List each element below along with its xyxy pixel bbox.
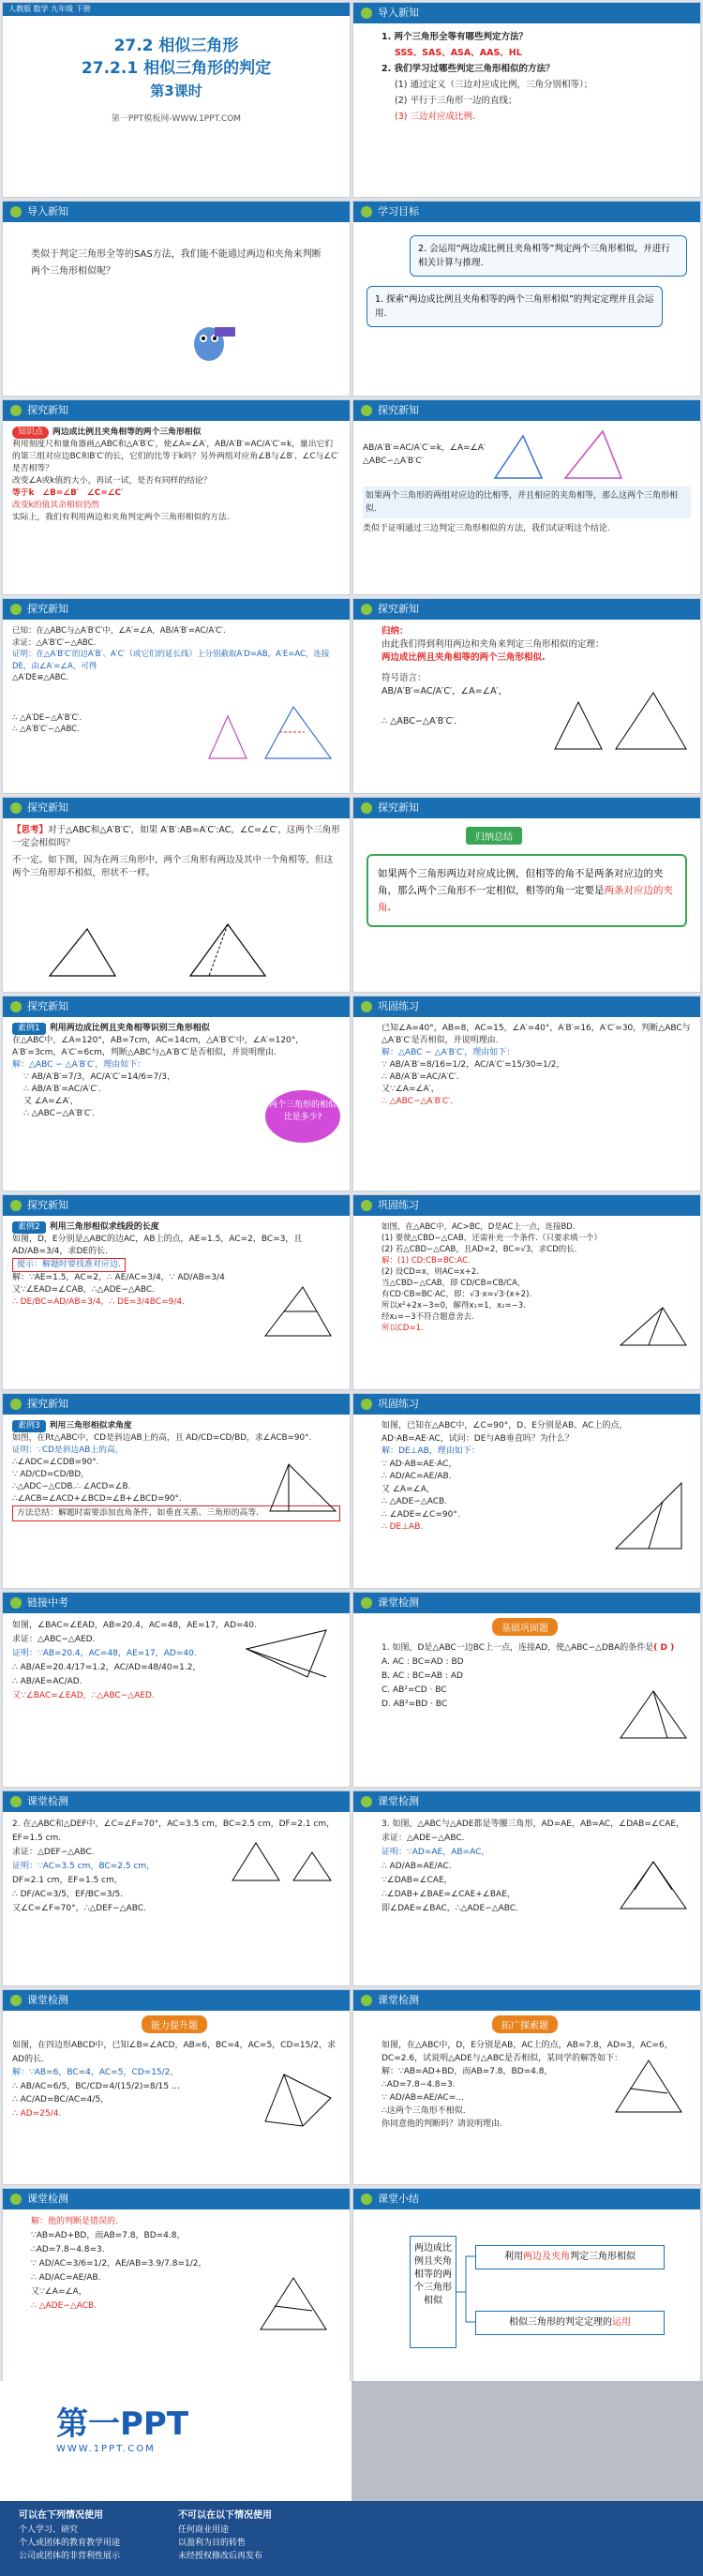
slide-example-2 — [2, 1194, 351, 1390]
check-2-figure — [228, 1838, 340, 1885]
header-bar: 学习目标 — [353, 202, 700, 222]
example-2-figure — [256, 1280, 340, 1345]
bullet-icon — [361, 405, 372, 416]
check4-q: 如图，在四边形ABCD中，已知∠B=∠ACD，AB=6，BC=4，AC=5，CD=15/2，求AD的长. — [12, 2041, 337, 2064]
example-tag: 素例3 — [12, 1420, 46, 1432]
practice-answer: 解：△ABC ∽ △A′B′C′，理由如下： — [381, 1048, 516, 1057]
question-2: 2. 我们学习过哪些判定三角形相似的方法？ — [381, 64, 555, 74]
check-1-figure — [616, 1686, 691, 1743]
check6-s4: ∴ AD/AC=AE/AB. — [31, 2273, 101, 2283]
counterexample-figure — [40, 920, 322, 985]
allowed-list — [19, 2524, 120, 2563]
header-bar: 课堂小结 — [353, 2189, 700, 2209]
bullet-icon — [361, 1597, 372, 1609]
check6-s1: ∵AB=AD+BD，而AB=7.8，BD=4.8， — [31, 2231, 186, 2240]
example-p2: ∴∠ADC=∠CDB=90°. — [12, 1458, 99, 1467]
practice-s2: ∴ AB/A′B′=AC/A′C′. — [381, 1072, 459, 1082]
cover-line3: 第3课时 — [150, 82, 202, 99]
check6-s2: ∴AD=7.8−4.8=3. — [31, 2245, 105, 2254]
header-bar: 巩固练习 — [353, 996, 700, 1017]
header-bar: 课堂检测 — [353, 1593, 700, 1613]
slide-practice-3 — [352, 1393, 701, 1589]
slide-example-1 — [2, 996, 351, 1191]
conclusion-formula: △ABC∽△A′B′C′ — [363, 457, 424, 466]
level-badge: 拓广探索题 — [492, 2015, 558, 2033]
similar-triangles-figure — [486, 427, 626, 483]
check3-q: 3. 如图，△ABC与△ADE都是等腰三角形，AD=AE，AB=AC，∠DAB=∠CAE，求证：△ADE∽△ABC. — [381, 1820, 685, 1843]
check4-s4: ∴ AD=25/4. — [12, 2108, 62, 2119]
summary-triangles-figure — [550, 683, 691, 758]
bullet-icon — [10, 1399, 22, 1410]
header-bar: 探究新知 — [353, 400, 700, 421]
bullet-icon — [361, 1995, 372, 2006]
slide-induction — [352, 797, 701, 993]
header-bar: 探究新知 — [353, 599, 700, 620]
bullet-icon — [10, 1597, 22, 1609]
slide-check-4 — [2, 1989, 351, 2185]
forbidden-list — [178, 2524, 262, 2563]
slide-explore-3 — [2, 598, 351, 794]
proof-1: 证明：在△A′B′C′的边A′B′、A′C′（或它们的延长线）上分别截取A′D=AB，A′E=AC，连接DE，由∠A′=∠A，可得 — [12, 650, 330, 671]
check5-s1: 解：∵AB=AD+BD，而AB=7.8，BD=4.8， — [381, 2067, 553, 2076]
p3-a7: ∴ DE⊥AB. — [381, 1522, 424, 1532]
example-question: 如图，在Rt△ABC中，CD是斜边AB上的高，且 AD/CD=CD/BD，求∠ACB=90°. — [12, 1433, 312, 1443]
answer-2-2: (2) 平行于三角形一边的直线； — [395, 96, 517, 106]
p2-a6: 经x₂=−3不符合题意舍去. — [381, 1312, 474, 1322]
check3-p3: ∵∠DAB=∠CAE， — [381, 1876, 453, 1885]
example-s1: 解：∵AE=1.5，AC=2，∴ AE/AC=3/4，∵ AD/AB=3/4 — [12, 1273, 225, 1282]
check6-s3: ∵ AD/AC=3/6=1/2，AE/AB=3.9/7.8=1/2， — [31, 2259, 207, 2269]
header-bar: 探究新知 — [3, 599, 350, 620]
header-bar: 课堂检测 — [3, 1990, 350, 2011]
header-bar: 探究新知 — [3, 1394, 350, 1415]
slide-think — [2, 797, 351, 993]
explore-para-1: 利用刻度尺和量角器画△ABC和△A′B′C′，使∠A=∠A′，AB/A′B′=AC/A′C′=k，量出它们的第三组对应边BC和B′C′的长，它们的比等于k吗？另外两组对应角∠B与∠B′、∠C与∠C′是否相等？ — [12, 440, 339, 473]
allowed-item: 公司或团体的非营利性展示 — [19, 2552, 121, 2561]
check4-s3: ∴ AC/AD=BC/AC=4/5， — [12, 2095, 110, 2104]
check-4-figure — [261, 2065, 336, 2131]
check2-prove: 求证：△DEF∽△ABC. — [12, 1848, 95, 1857]
example-step3: 又 ∠A=∠A′， — [23, 1097, 79, 1106]
bullet-icon — [361, 1796, 372, 1807]
check6-s5: 又∵∠A=∠A， — [31, 2287, 87, 2297]
bullet-icon — [361, 1399, 372, 1410]
example-p4: ∴△ADC∽△CDB.∴ ∠ACD=∠B. — [12, 1482, 131, 1491]
check5-s4: ∴这两个三角形不相似. — [381, 2106, 466, 2116]
example-title: 利用三角形相似求线段的长度 — [49, 1222, 159, 1232]
exam-p1: 证明：∵AB=20.4，AC=48，AE=17，AD=40. — [12, 1649, 197, 1658]
check5-s3: ∵ AD/AB=AE/AC=... — [381, 2093, 464, 2103]
footer-logo — [56, 2398, 291, 2473]
proof-4: ∴ △A′B′C′∽△ABC. — [12, 725, 80, 734]
check3-p2: ∴ AD/AB=AE/AC. — [381, 1862, 452, 1871]
header-bar: 课堂检测 — [3, 1791, 350, 1812]
bullet-icon — [361, 7, 372, 19]
explore-para-2: 改变∠A或k值的大小，再试一试，是否有同样的结论？ — [12, 476, 212, 486]
p3-a3: ∴ AD/AC=AE/AB. — [381, 1472, 452, 1481]
symbol-label: 符号语言： — [381, 673, 426, 683]
cover-line1: 27.2 相似三角形 — [113, 37, 239, 55]
header-bar: 探究新知 — [3, 798, 350, 818]
bullet-icon — [10, 1995, 22, 2006]
example-step2: ∴ AB/A′B′=AC/A′C′. — [23, 1085, 101, 1094]
header-bar: 巩固练习 — [353, 1394, 700, 1415]
check-3-figure — [616, 1857, 691, 1913]
proof-figure — [200, 702, 340, 768]
allowed-item: 个人学习、研究 — [19, 2525, 79, 2535]
condition-formula: AB/A′B′=AC/A′C′=k，∠A=∠A′ — [363, 443, 486, 453]
bullet-icon — [10, 1200, 22, 1211]
header-bar: 探究新知 — [3, 400, 350, 421]
example-hint: 提示：解题时要找准对应边. — [12, 1258, 126, 1272]
check6-s6: ∴ △ADE∽△ACB. — [31, 2301, 97, 2311]
practice-2-figure — [616, 1298, 691, 1355]
goal-2: 2. 会运用“两边成比例且夹角相等”判定两个三角形相似，并进行相关计算与推理. — [410, 235, 687, 277]
example-s2: 又∵∠EAD=∠CAB，∴△ADE∽△ABC. — [12, 1285, 155, 1295]
p3-a6: ∴ ∠ADE=∠C=90°. — [381, 1509, 460, 1520]
think-question: 对于△ABC和△A′B′C′，如果 A′B′:AB=A′C′:AC，∠C=∠C′，这两个三角形一定会相似吗？ — [12, 825, 340, 848]
cover-line2: 27.2.1 相似三角形的判定 — [81, 59, 272, 78]
slide-check-1 — [352, 1592, 701, 1788]
option-c: C. AB²=CD · BC — [381, 1685, 447, 1695]
cover-band: 人教版 数学 九年级 下册 — [3, 3, 350, 16]
exam-prove: 求证：△ABC∽△AED. — [12, 1635, 96, 1644]
logo-url: WWW.1PPT.COM — [56, 2444, 156, 2454]
bird-mascot-icon — [181, 314, 237, 370]
p2-a3: 当△CBD∽△CAB，即 CD/CB=CB/CA， — [381, 1279, 526, 1288]
exam-q: 如图，∠BAC=∠EAD，AB=20.4，AC=48，AE=17，AD=40. — [12, 1621, 257, 1630]
forbidden-item: 以盈利为目的转售 — [178, 2539, 247, 2548]
example-p1: 证明：∵CD是斜边AB上的高， — [12, 1445, 124, 1455]
check2-q: 2. 在△ABC和△DEF中，∠C=∠F=70°，AC=3.5 cm，BC=2.5 cm，DF=2.1 cm，EF=1.5 cm. — [12, 1820, 336, 1843]
header-bar: 课堂检测 — [353, 1990, 700, 2011]
induction-p1: 由此我们得到利用两边和夹角来判定三角形相似的定理： — [381, 639, 605, 650]
symbol-f2: ∴ △ABC∽△A′B′C′. — [381, 716, 457, 726]
slide-practice-1 — [352, 996, 701, 1191]
bullet-icon — [361, 2194, 372, 2205]
question-1: 1. 两个三角形全等有哪些判定方法？ — [381, 32, 529, 42]
think-answer: 不一定。如下图，因为在两三角形中，两个三角形有两边及其中一个角相等，但这两个三角形却不相似，形状不一样。 — [12, 855, 334, 878]
option-b: B. AC : BC=AB : AD — [381, 1671, 463, 1681]
check3-p4: ∴∠DAB+∠BAE=∠CAE+∠BAE， — [381, 1890, 516, 1899]
check1-q: 1. 如图，D是△ABC一边BC上一点，连接AD，使△ABC∽△DBA的条件是 — [381, 1643, 654, 1653]
check5-q: 如图，在△ABC中，D，E分别是AB，AC上的点，AB=7.8，AD=3，AC=6，DC=2.6，试说明△ADE与△ABC是否相似，某同学的解答如下： — [381, 2041, 673, 2063]
example-tag: 素例2 — [12, 1221, 46, 1234]
p3-a1: 解：DE⊥AB，理由如下： — [381, 1446, 480, 1456]
slide-summary-1 — [352, 598, 701, 794]
p2-a1: 解：(1) CD:CB=BC:AC. — [381, 1256, 471, 1266]
forbidden-item: 任何商业用途 — [178, 2525, 230, 2535]
explore-para-3: 实际上，我们有利用两边和夹角判定两个三角形相似的方法. — [12, 513, 230, 522]
explore-answer: 等于k ∠B=∠B′ ∠C=∠C′ — [12, 488, 124, 498]
check2-p2: DF=2.1 cm，EF=1.5 cm， — [12, 1876, 123, 1885]
example-tag: 素例1 — [12, 1023, 46, 1035]
example-answer: 解：△ABC ∽ △A′B′C′，理由如下： — [12, 1060, 146, 1070]
example-s3: ∴ DE/BC=AD/AB=3/4，∴ DE=3/4BC=9/4. — [12, 1297, 185, 1307]
p2-a4: 有CD·CB=BC·AC，即：√3·x=√3·(x+2). — [381, 1290, 532, 1299]
option-a: A. AC : BC=AD : BD — [381, 1657, 464, 1667]
check-6-figure — [256, 2273, 331, 2339]
think-label: 【思考】 — [12, 825, 49, 835]
p2-q: 如图，在△ABC中，AC>BC，D是AC上一点，连接BD. — [381, 1222, 576, 1232]
header-bar: 探究新知 — [3, 1195, 350, 1216]
example-question: 如图，D，E分别是△ABC的边AC，AB上的点，AE=1.5，AC=2，BC=3，且 AD/AB=3/4，求DE的长. — [12, 1235, 303, 1256]
level-badge: 基础巩固题 — [492, 1618, 558, 1636]
check2-p1: 证明：∵AC=3.5 cm，BC=2.5 cm， — [12, 1862, 156, 1871]
check3-p1: 证明：∵AD=AE，AB=AC， — [381, 1848, 490, 1857]
example-question: 在△ABC中，∠A=120°，AB=7cm，AC=14cm，△A′B′C′中，∠A′=120°，A′B′=3cm，A′C′=6cm，判断△ABC与△A′B′C′是否相似，并说明理由. — [12, 1036, 305, 1057]
slide-intro-1 — [352, 2, 701, 198]
bullet-icon — [10, 2194, 22, 2205]
example-p3: ∵ AD/CD=CD/BD， — [12, 1470, 89, 1479]
footer — [0, 2381, 703, 2576]
check1-answer: ( D ) — [653, 1643, 675, 1653]
symbol-f1: AB/A′B′=AC/A′C′，∠A=∠A′， — [381, 686, 508, 696]
bullet-icon — [361, 1001, 372, 1012]
forbidden-title: 不可以在以下情况使用 — [178, 2510, 272, 2521]
check-5-figure — [611, 2056, 686, 2121]
theorem-text: 如果两个三角形的两组对应边的比相等，并且相应的夹角相等，那么这两个三角形相似. — [363, 487, 691, 518]
prove: 求证：△A′B′C′∽△ABC. — [12, 637, 97, 648]
level-badge: 能力提升题 — [142, 2015, 207, 2033]
slide-cover — [2, 2, 351, 198]
example-p5: ∴∠ACB=∠ACD+∠BCD=∠B+∠BCD=90°. — [12, 1494, 182, 1504]
bullet-icon — [361, 604, 372, 615]
example-title: 利用两边成比例且夹角相等识别三角形相似 — [49, 1024, 210, 1033]
logo-text: 第一PPT — [56, 2405, 189, 2443]
p2-a5: 所以x²+2x−3=0，解得x₁=1，x₂=−3. — [381, 1301, 526, 1310]
hint-bubble: 两个三角形的相似比是多少? — [265, 1090, 340, 1143]
check2-p3: ∴ DF/AC=3/5，EF/BC=3/5. — [12, 1890, 124, 1899]
check6-s0: 解：他的判断是错误的. — [31, 2217, 118, 2226]
induction-label: 归纳： — [381, 626, 409, 637]
p3-q: 如图，已知在△ABC中，∠C=90°，D、E分别是AB、AC上的点，AD·AB=AE·AC，试问：DE与AB垂直吗？为什么？ — [381, 1421, 628, 1444]
check5-s5: 你同意他的判断吗？请说明理由. — [381, 2119, 502, 2129]
slide-exam — [2, 1592, 351, 1788]
slide-practice-2 — [352, 1194, 701, 1390]
bullet-icon — [10, 604, 22, 615]
header-bar: 探究新知 — [353, 798, 700, 818]
header-bar: 课堂检测 — [353, 1791, 700, 1812]
bullet-icon — [10, 405, 22, 416]
p2-a7: 所以CD=1. — [381, 1324, 424, 1333]
bullet-icon — [361, 1200, 372, 1211]
check4-s2: ∴ AB/AC=6/5，BC/CD=4/(15/2)=8/15 … — [12, 2081, 180, 2091]
slide-check-2 — [2, 1790, 351, 1986]
header-bar: 探究新知 — [3, 996, 350, 1017]
induction-title: 归纳总结 — [466, 827, 522, 845]
check3-p5: 即∠DAE=∠BAC，∴△ADE∽△ABC. — [381, 1904, 518, 1913]
cover-site: 第一PPT模板网-WWW.1PPT.COM — [111, 114, 242, 124]
slide-intro-2 — [2, 201, 351, 397]
answer-2-1: (1) 通过定义（三边对应成比例，三角分别相等）； — [395, 80, 593, 90]
bullet-icon — [10, 802, 22, 814]
proof-3: ∴ △A′DE∽△A′B′C′. — [12, 712, 82, 723]
example-title: 利用三角形相似求角度 — [49, 1421, 132, 1430]
practice-s4: ∴ △ABC∽△A′B′C′. — [381, 1097, 454, 1106]
explore-change: 改变k的值其余相似仍然 — [12, 501, 100, 510]
p2-a2: (2) 设CD=x，则AC=x+2. — [381, 1267, 479, 1277]
goal-1: 1. 探索“两边成比例且夹角相等的两个三角形相似”的判定定理并且会运用. — [366, 286, 663, 327]
p3-a2: ∵ AD·AB=AE·AC， — [381, 1459, 457, 1469]
summary-row-2: 相似三角形的判定定理的运用 — [475, 2311, 665, 2335]
option-d: D. AB²=BD · BC — [381, 1700, 448, 1709]
answer-2-3: (3) 三边对应成比例. — [395, 112, 475, 122]
proof-intro: 类似于证明通过三边判定三角形相似的方法，我们试证明这个结论. — [363, 524, 610, 533]
slide-goals — [352, 201, 701, 397]
bullet-icon — [361, 206, 372, 217]
bullet-icon — [10, 1796, 22, 1807]
bullet-icon — [361, 802, 372, 814]
forbidden-item: 未经授权修改后再发布 — [178, 2552, 263, 2561]
check4-s1: 解：∵AB=6，BC=4，AC=5，CD=15/2， — [12, 2068, 179, 2077]
p3-a5: ∴ △ADE∽△ACB. — [381, 1497, 448, 1506]
exam-p2: ∴ AB/AE=20.4/17=1.2，AC/AD=48/40=1.2， — [12, 1663, 202, 1672]
exam-figure — [242, 1621, 336, 1686]
practice-s3: 又∵∠A=∠A′， — [381, 1085, 440, 1094]
summary-connector — [456, 2240, 485, 2344]
footer-terms — [0, 2501, 703, 2576]
example-step4: ∴ △ABC∽△A′B′C′. — [23, 1109, 96, 1118]
practice-3-figure — [611, 1478, 686, 1553]
given: 已知：在△ABC与△A′B′C′中，∠A′=∠A，AB/A′B′=AC/A′C′. — [12, 626, 226, 636]
slide-check-5 — [352, 1989, 701, 2185]
header-bar: 链接中考 — [3, 1593, 350, 1613]
allowed-title: 可以在下列情况使用 — [19, 2510, 103, 2521]
knowledge-tag: 知识点 — [12, 427, 49, 439]
header-bar: 课堂检测 — [3, 2189, 350, 2209]
p2-q1: (1) 要使△CBD∽△CAB，还需补充一个条件.（只要求填一个） — [381, 1234, 603, 1243]
slide-explore-2 — [352, 399, 701, 595]
method-summary: 方法总结：解题时需要添加直角条件，如垂直关系、三角形的高等. — [12, 1505, 340, 1521]
allowed-item: 个人或团体的教育教学用途 — [19, 2539, 121, 2548]
slide-summary — [352, 2188, 701, 2384]
induction-theorem: 两边成比例且夹角相等的两个三角形相似. — [381, 652, 546, 663]
header-bar: 巩固练习 — [353, 1195, 700, 1216]
knowledge-title: 两边成比例且夹角相等的两个三角形相似 — [52, 427, 202, 437]
practice-s1: ∵ AB/A′B′=8/16=1/2，AC/A′C′=15/30=1/2， — [381, 1060, 565, 1070]
slide-check-3 — [352, 1790, 701, 1986]
p3-a4: 又 ∠A=∠A， — [381, 1484, 435, 1494]
slide-check-6 — [2, 2188, 351, 2384]
intro-text: 类似于判定三角形全等的SAS方法，我们能不能通过两边和夹角来判断两个三角形相似呢？ — [31, 249, 322, 277]
bullet-icon — [10, 206, 22, 217]
check2-p4: 又∠C=∠F=70°，∴△DEF∽△ABC. — [12, 1904, 146, 1913]
exam-p4: 又∵∠BAC=∠EAD，∴△ABC∽△AED. — [12, 1691, 155, 1700]
practice-given: 已知∠A=40°，AB=8，AC=15，∠A′=40°，A′B′=16，A′C′=30，判断△ABC与△A′B′C′是否相似，并说明理由. — [381, 1024, 691, 1045]
slide-explore-1 — [2, 399, 351, 595]
answer-1: SSS、SAS、ASA、AAS、HL — [395, 48, 522, 58]
example-3-figure — [265, 1460, 340, 1516]
header-bar: 导入新知 — [3, 202, 350, 222]
exam-p3: ∴ AB/AE=AC/AD. — [12, 1677, 82, 1686]
proof-2: △A′DE≌△ABC. — [12, 673, 68, 682]
check5-s2: ∴AD=7.8−4.8=3. — [381, 2080, 456, 2089]
p2-q2: (2) 若△CBD∽△CAB，且AD=2，BC=√3，求CD的长. — [381, 1245, 577, 1254]
summary-center: 两边成比例且夹角相等的两个三角形相似 — [410, 2236, 456, 2348]
bullet-icon — [10, 1001, 22, 1012]
example-step1: ∵ AB/A′B′=7/3，AC/A′C′=14/6=7/3， — [23, 1072, 176, 1082]
header-bar: 导入新知 — [353, 3, 700, 23]
induction-box: 如果两个三角形两边对应成比例，但相等的角不是两条对应边的夹角，那么两个三角形不一定相似，相等的角一定要是两条对应边的夹角. — [366, 854, 687, 927]
summary-row-1: 利用两边及夹角判定三角形相似 — [475, 2245, 665, 2269]
slide-example-3 — [2, 1393, 351, 1589]
